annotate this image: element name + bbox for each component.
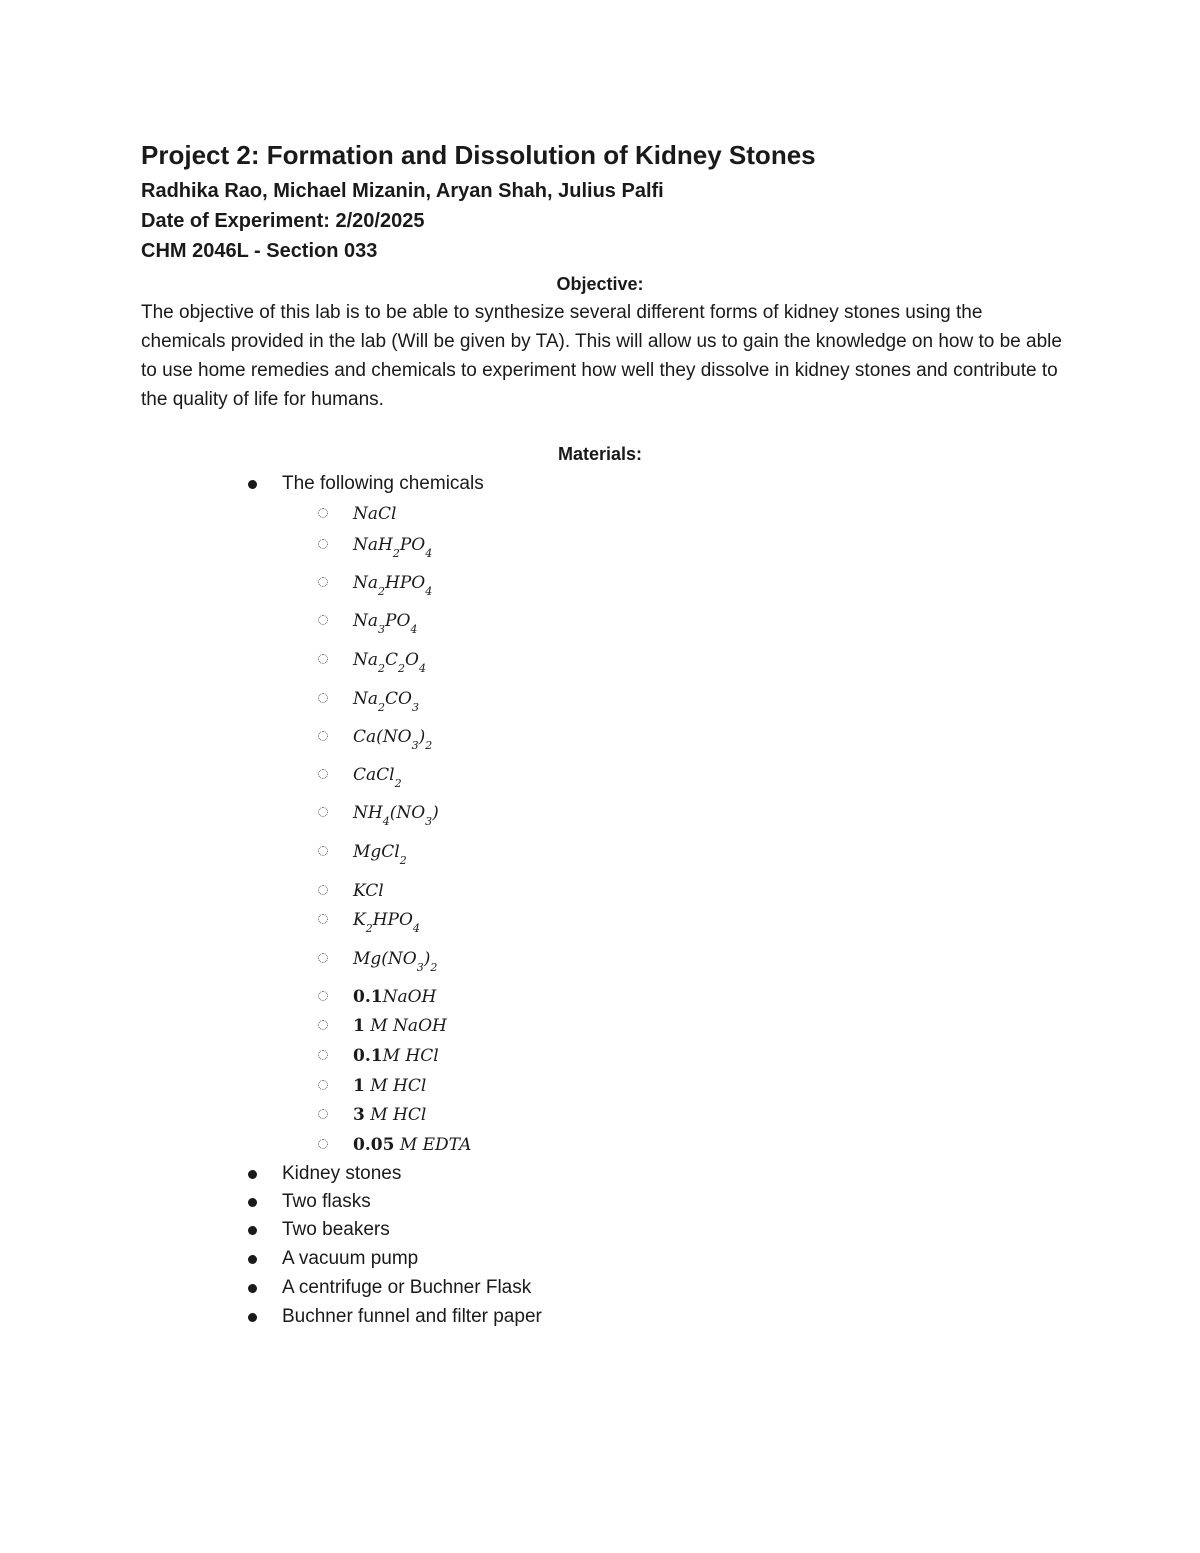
chemical-formula: $Mg(NO_3)_2$ (353, 949, 438, 974)
sub-bullet-icon (318, 769, 328, 779)
list-item-label: Buchner funnel and filter paper (282, 1306, 542, 1327)
chemical-formula: CaCl$_2$ (353, 765, 402, 790)
bullet-icon (248, 1313, 257, 1322)
chemical-formula: NaCl (353, 504, 397, 524)
sub-bullet-icon (318, 1139, 328, 1149)
bullet-icon (248, 1255, 257, 1264)
chemical-formula: 3 M HCl (353, 1105, 427, 1125)
chemical-formula: $Na_2CO_3$ (353, 689, 419, 714)
chemical-formula: 1 M HCl (353, 1076, 427, 1096)
sub-bullet-icon (318, 539, 328, 549)
objective-paragraph: The objective of this lab is to be able to synthesize several different forms of kidney stones using the chemicals provided in the lab (Will be given by TA). This will allow us to gain the knowledge on how to be able to use home remedies and chemicals to experiment how well they dissolve in kidney stones and contribute to the quality of life for humans. (141, 302, 1062, 410)
sub-bullet-icon (318, 577, 328, 587)
chemical-formula: 0.1M HCl (353, 1046, 439, 1066)
objective-heading: Objective: (556, 274, 644, 294)
chemical-formula: $K_2HPO_4$ (353, 910, 420, 935)
sub-bullet-icon (318, 1080, 328, 1090)
sub-bullet-icon (318, 654, 328, 664)
list-item-label: A vacuum pump (282, 1248, 419, 1269)
chemical-formula: $NH_4(NO_3)$ (353, 803, 439, 828)
chemical-formula: KCl (353, 881, 384, 901)
sub-bullet-icon (318, 1020, 328, 1030)
page-title: Project 2: Formation and Dissolution of Kidney Stones (141, 140, 816, 170)
bullet-icon (248, 480, 257, 489)
sub-bullet-icon (318, 991, 328, 1001)
chemical-formula: $Na_3PO_4$ (353, 611, 418, 636)
sub-bullet-icon (318, 807, 328, 817)
list-item-label: Two flasks (282, 1191, 371, 1212)
chemical-formula: $Na_2HPO_4$ (353, 573, 433, 598)
sub-bullet-icon (318, 1050, 328, 1060)
sub-bullet-icon (318, 953, 328, 963)
chemical-formula: $NaH_2PO_4$ (353, 535, 433, 560)
sub-bullet-icon (318, 914, 328, 924)
course-section: CHM 2046L - Section 033 (141, 240, 378, 262)
experiment-date: Date of Experiment: 2/20/2025 (141, 210, 425, 232)
chemical-formula: $Ca(NO_3)_2$ (353, 727, 433, 752)
chemical-formula: 0.1NaOH (353, 987, 437, 1007)
bullet-icon (248, 1226, 257, 1235)
list-item-label: The following chemicals (282, 473, 484, 494)
list-item-label: Two beakers (282, 1219, 390, 1240)
chemical-formula: 1 M NaOH (353, 1016, 447, 1036)
materials-heading: Materials: (557, 444, 643, 464)
sub-bullet-icon (318, 1109, 328, 1119)
sub-bullet-icon (318, 615, 328, 625)
bullet-icon (248, 1198, 257, 1207)
chemical-formula: MgCl$_2$ (353, 842, 407, 867)
bullet-icon (248, 1284, 257, 1293)
chemical-formula: 0.05 M EDTA (353, 1135, 472, 1155)
sub-bullet-icon (318, 693, 328, 703)
sub-bullet-icon (318, 508, 328, 518)
bullet-icon (248, 1170, 257, 1179)
sub-bullet-icon (318, 846, 328, 856)
authors-line: Radhika Rao, Michael Mizanin, Aryan Shah, Julius Palfi (141, 180, 664, 202)
chemical-formula: $Na_2C_2O_4$ (353, 650, 426, 675)
sub-bullet-icon (318, 885, 328, 895)
list-item-label: Kidney stones (282, 1163, 402, 1184)
sub-bullet-icon (318, 731, 328, 741)
list-item-label: A centrifuge or Buchner Flask (282, 1277, 532, 1298)
